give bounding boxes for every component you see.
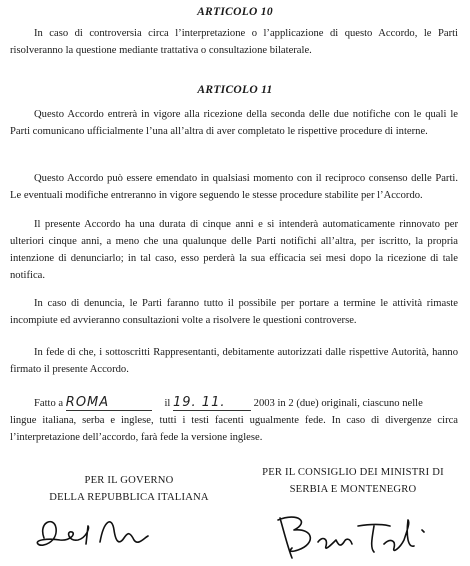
il-label: il xyxy=(164,398,171,409)
fatto-a-label: Fatto a xyxy=(34,398,64,409)
article-11-paragraph-1: Questo Accordo entrerà in vigore alla ricezione della seconda delle due notifiche con le quali le Parti comunicano ufficialmente l’una all’altra di aver completato le rispettive procedure di interne. xyxy=(10,109,458,137)
place-field xyxy=(66,396,152,411)
serbia-signatory-heading xyxy=(238,464,468,498)
italy-signatory-line-2: DELLA REPUBBLICA ITALIANA xyxy=(49,492,209,503)
place-handwritten: ROMA xyxy=(65,395,110,410)
article-10-heading: ARTICOLO 10 xyxy=(197,6,273,18)
signing-place-date-line xyxy=(10,395,458,412)
article-11-paragraph-4: In caso di denuncia, le Parti faranno tutto il possibile per portare a termine le attività rimaste incompiute ed avvieranno consultazioni volte a risolvere le questioni controverse. xyxy=(10,298,458,326)
italy-signature xyxy=(30,508,220,560)
serbia-signatory-line-1: PER IL CONSIGLIO DEI MINISTRI DI xyxy=(262,467,444,478)
signing-line-1-rest: 2003 in 2 (due) originali, ciascuno nelle xyxy=(253,398,423,409)
italy-signatory-line-1: PER IL GOVERNO xyxy=(84,475,174,486)
article-11-paragraph-3: Il presente Accordo ha una durata di cinque anni e si intenderà automaticamente rinnovato per ulteriori cinque anni, a meno che una qualunque delle Parti notifichi all’altra, per iscritto, la propria intenzione di denunciarlo; in tal caso, esso perderà la sua efficacia sei mesi dopo la ricezione di tale notifica. xyxy=(10,219,458,281)
date-field xyxy=(173,396,251,411)
article-11-paragraph-5: In fede di che, i sottoscritti Rappresentanti, debitamente autorizzati dalle rispettive Autorità, hanno firmato il presente Accordo. xyxy=(10,347,458,375)
date-handwritten: 19. 11. xyxy=(173,395,226,410)
serbia-signatory-line-2: SERBIA E MONTENEGRO xyxy=(289,484,417,495)
article-11-paragraph-2: Questo Accordo può essere emendato in qualsiasi momento con il reciproco consenso delle Parti. Le eventuali modifiche entreranno in vigore seguendo le stesse procedure stabilite per l’Accordo. xyxy=(10,173,458,201)
serbia-signature xyxy=(258,508,438,564)
italy-signatory-heading xyxy=(34,472,224,506)
article-11-heading: ARTICOLO 11 xyxy=(197,84,273,96)
article-10-text: In caso di controversia circa l’interpretazione o l’applicazione di questo Accordo, le Parti risolveranno la questione mediante trattativa o consultazione bilaterale. xyxy=(10,28,458,56)
signing-text: lingue italiana, serba e inglese, tutti i testi facenti ugualmente fede. In caso di divergenze circa l’interpretazione dell’accordo, farà fede la versione inglese. xyxy=(10,415,458,443)
